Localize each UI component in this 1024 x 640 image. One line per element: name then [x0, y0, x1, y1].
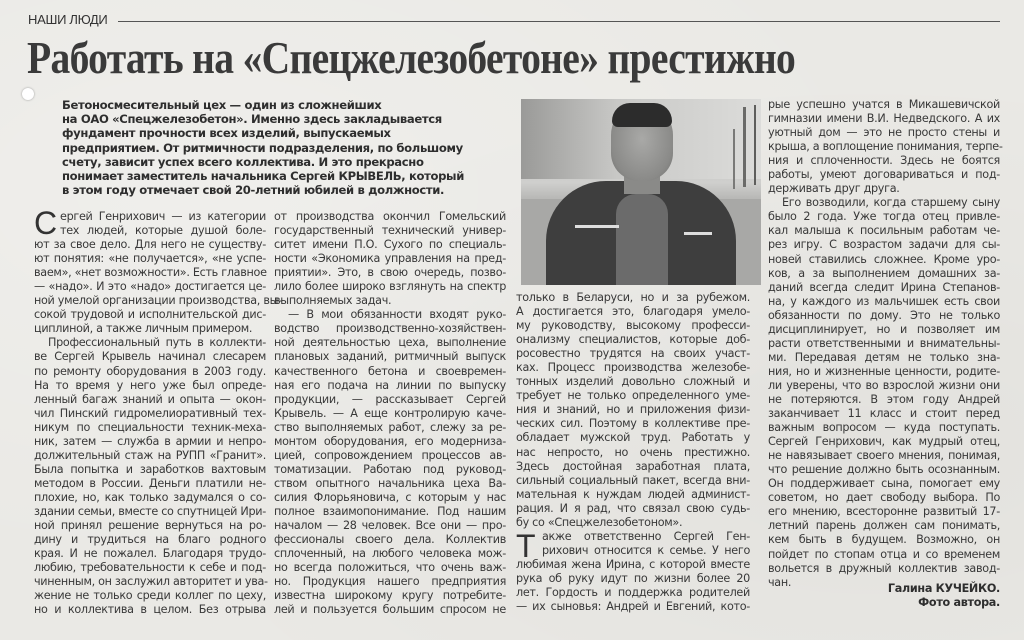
- headline: Работать на «Спецжелезобетоне» престижно: [27, 32, 796, 83]
- text-line: лет. Гордость и поддержка родителей: [516, 585, 750, 599]
- text-line: жение не только среди коллег по цеху,: [34, 589, 266, 603]
- text-line: было 2 года. Уже тогда отец привле-: [768, 210, 1000, 224]
- lead-line: в этом году отмечает свой 20-летний юбилей в должности.: [62, 183, 445, 198]
- lead-line: Бетоносмесительный цех — один из сложнейших: [62, 98, 382, 112]
- text-line: ситет имени П.О. Сухого по специаль-: [274, 238, 506, 252]
- text-line: держивать друг друга.: [768, 182, 900, 196]
- text-line: даний всегда следит Ирина Степанов-: [768, 280, 1000, 294]
- text-line: от производства окончил Гомельский: [274, 210, 506, 223]
- lead-line: на ОАО «Спецжелезобетон». Именно здесь закладывается: [62, 112, 442, 127]
- text-line: не потеряются. В этом году Андрей: [768, 392, 1000, 406]
- text-line: рука об руку идут по жизни более 20: [516, 571, 750, 585]
- text-line: ленный багаж знаний и опыта — окон-: [34, 392, 266, 406]
- text-line: но. Продукция нашего предприятия: [274, 575, 506, 589]
- text-line: полное взаимопонимание. Под нашим: [274, 504, 506, 518]
- text-line: тонных изделий довольно сложный и: [516, 375, 750, 389]
- text-line: уютный дом — это не просто стены и: [768, 126, 1000, 140]
- text-line: силия Флорьяновича, с которым у нас: [274, 490, 506, 504]
- text-line: сплоченный, на любого человека мож-: [274, 547, 506, 561]
- text-line: ках. Процесс производства железобе-: [516, 361, 750, 375]
- text-line: началом — 28 человек. Все они — про-: [274, 519, 506, 533]
- text-line: акже ответственно Сергей Ген-: [542, 529, 750, 543]
- text-line: чиненным, он заслужил авторитет и ува-: [34, 575, 268, 589]
- text-line: му руководству, высокому професси-: [516, 319, 750, 333]
- text-line: должительный стаж на РУПП «Гранит».: [34, 448, 266, 462]
- text-line: расти ответственными и внимательны-: [768, 336, 1000, 350]
- text-line: требует не только определенного уме-: [516, 389, 750, 403]
- text-line: лило более широко взглянуть на спектр: [274, 280, 506, 294]
- text-line: Крывель. — А еще контролирую каче-: [274, 406, 506, 420]
- text-line: Сергей Генрихович, как мудрый отец,: [768, 435, 1000, 449]
- text-line: ют за свое дело. Для него не существу-: [34, 238, 266, 252]
- text-line: рихович относится к семье. У него: [542, 543, 750, 557]
- text-line: циплиной, а также личным примером.: [34, 322, 253, 336]
- text-line: рез игру. С возрастом задачи для сы-: [768, 238, 1000, 252]
- text-line: новей ставились сложнее. Кроме уро-: [768, 252, 1000, 266]
- author-name: Галина КУЧЕЙКО.: [887, 582, 1000, 595]
- text-line: методом в России. Деньги платили не-: [34, 476, 266, 490]
- text-line: ник, затем — служба в армии и непро-: [34, 434, 266, 448]
- lead-line: фундамент прочности всех изделий, выпускаемых: [62, 126, 391, 141]
- pushpin-icon: [22, 88, 34, 100]
- text-line: ваем», «нет возможности». Есть главное: [34, 266, 267, 280]
- text-line: ческих сил. Поэтому в коллективе пре-: [516, 417, 750, 431]
- text-line: лей и пользуется большим спросом не: [274, 603, 506, 617]
- text-line: чан.: [768, 575, 792, 589]
- lead-line: предприятием. От ритмичности подразделения, по большому: [62, 140, 463, 155]
- text-line: важным вопросом — куда поступать.: [768, 421, 1000, 435]
- lead-line: счету, зависит успех всего коллектива. И это прекрасно: [62, 154, 424, 169]
- text-line: На то время у него уже был опреде-: [34, 378, 266, 392]
- text-line: известна широкому кругу потребите-: [274, 589, 506, 603]
- family-section: [516, 527, 750, 614]
- photo-shirt: [616, 194, 668, 285]
- text-line: государственный технический универ-: [274, 224, 506, 238]
- article-column-4: [768, 98, 1003, 590]
- text-line: бу со «Спецжелезобетоном».: [516, 515, 683, 529]
- text-line: ния, но и жизненные ценности, родите-: [768, 364, 1000, 378]
- text-line: Он поддерживает сына, помогает ему: [768, 477, 1000, 491]
- photo-tower: [754, 105, 756, 185]
- photo-credit: Фото автора.: [918, 596, 1000, 609]
- text-line: ергей Генрихович — из категории: [60, 210, 266, 223]
- photo-reflective-stripe: [684, 232, 712, 235]
- text-line: ная его подача на линии по выпуску: [274, 378, 506, 392]
- lead-paragraph: [62, 98, 522, 197]
- text-line: советом, но дает свободу выбора. По: [768, 491, 1000, 505]
- text-line: дисциплинирует, но и позволяет им: [768, 322, 1000, 336]
- article-column-1: [34, 205, 282, 617]
- article-column-2: [274, 210, 506, 617]
- text-line: мательная к нуждам людей админист-: [516, 487, 750, 501]
- text-line: что решение должно быть осознанным.: [768, 463, 1000, 477]
- text-line: но и коллектива в целом. Без отрыва: [34, 603, 266, 617]
- text-line: фессионалы своего дела. Коллектив: [274, 533, 506, 547]
- text-line: здании семьи, вместе со спутницей Ири-: [34, 504, 266, 518]
- drop-cap: Т: [516, 527, 536, 564]
- lead-line: понимает заместитель начальника Сергей КРЫВЕЛЬ, который: [62, 169, 464, 184]
- text-line: ют понятия: «не получается», «не успе-: [34, 252, 266, 266]
- text-line: продукции, — рассказывает Сергей: [274, 392, 506, 406]
- text-line: Была попытка и заработков вахтовым: [34, 462, 266, 476]
- text-line: ной деятельностью цеха, выполнение: [274, 336, 506, 350]
- text-line: сокой трудовой и исполнительской дис-: [34, 308, 266, 322]
- photo-hair: [612, 103, 672, 127]
- text-line: никум по специальности техник-меха-: [34, 420, 266, 434]
- text-line: ности «Экономика управления на пред-: [274, 252, 506, 266]
- text-line: цией, сопровождением процессов ав-: [274, 448, 506, 462]
- text-line: Его возводили, когда старшему сыну: [782, 196, 1000, 210]
- photo-tower: [743, 107, 746, 187]
- article-column-3: [516, 291, 750, 614]
- text-line: любимая жена Ирина, с которой вместе: [516, 557, 750, 571]
- text-line: томатизации. Работаю под руковод-: [274, 462, 506, 476]
- text-line: А достигается это, благодаря умело-: [516, 305, 750, 319]
- text-line: его мнению, всесторонне развитый 17-: [768, 505, 1000, 519]
- text-line: выполняемых задач.: [274, 294, 392, 308]
- byline: [870, 582, 1000, 610]
- text-line: рые успешно учатся в Микашевичской: [768, 98, 1000, 111]
- text-line: на, у каждого из мальчишек есть свои: [768, 294, 1000, 308]
- text-line: ми. Передавая детям не только зна-: [768, 350, 1000, 364]
- text-line: — В мои обязанности входят руко-: [288, 308, 506, 322]
- text-line: нас непросто, но очень престижно.: [516, 445, 750, 459]
- text-line: приятии». Это, в свою очередь, позво-: [274, 266, 506, 280]
- text-line: качественного бетона и своевремен-: [274, 364, 506, 378]
- text-line: ния и знаний, но и приложения физи-: [516, 403, 750, 417]
- text-line: по ремонту оборудования в 2003 году.: [34, 364, 266, 378]
- rubric-divider: [118, 21, 1000, 22]
- section-rubric: НАШИ ЛЮДИ: [28, 12, 108, 27]
- text-line: кем быть в будущем. Возможно, он: [768, 533, 1000, 547]
- text-line: только в Беларуси, но и за рубежом.: [516, 291, 750, 304]
- text-line: ством опытного начальника цеха Ва-: [274, 476, 506, 490]
- text-line: — их сыновья: Андрей и Евгений, кото-: [516, 600, 750, 614]
- text-line: Профессиональный путь в коллекти-: [48, 336, 266, 350]
- text-line: но всегда положиться, что очень важ-: [274, 561, 506, 575]
- text-line: Здесь достойная заработная плата,: [516, 459, 750, 473]
- photo-reflective-stripe: [575, 225, 619, 228]
- text-line: ков, а за выполнением домашних за-: [768, 266, 1000, 280]
- photo-pole: [733, 129, 735, 189]
- text-line: работы, умеют договариваться и под-: [768, 168, 1000, 182]
- text-line: края. И не пожалел. Благодаря трудо-: [34, 547, 266, 561]
- text-line: ве Сергей Крывель начинал слесарем: [34, 350, 266, 364]
- text-line: онализму специалистов, которые доб-: [516, 333, 750, 347]
- text-line: крыша, а воплощение понимания, терпе-: [768, 140, 1003, 154]
- text-line: сильный социальный пакет, всегда вни-: [516, 473, 750, 487]
- drop-cap: С: [34, 205, 57, 241]
- text-line: летний парень должен сам понимать,: [768, 519, 1000, 533]
- text-line: плановых заданий, ритмичный выпуск: [274, 350, 506, 364]
- text-line: плохие, но, как только задумался о со-: [34, 490, 266, 504]
- text-line: — «надо». И это «надо» достигается це-: [34, 280, 266, 294]
- text-line: ния и сплоченности. Здесь не боятся: [768, 154, 1000, 168]
- text-line: любию, требовательности к себе и под-: [34, 561, 266, 575]
- text-line: водство производственно-хозяйствен-: [274, 322, 506, 336]
- text-line: кал малыша к посильным работам че-: [768, 224, 1000, 238]
- text-line: заканчивает 11 класс и стоит перед: [768, 407, 1000, 421]
- portrait-photo: [521, 99, 761, 285]
- text-line: монтом оборудования, его модерниза-: [274, 434, 506, 448]
- text-line: ство выполняемых работ, слежу за ре-: [274, 420, 506, 434]
- text-line: дину и трудиться на благо родного: [34, 533, 266, 547]
- text-line: ли уверены, что во взрослой жизни они: [768, 378, 1000, 392]
- text-line: пойдет по стопам отца и со временем: [768, 547, 1000, 561]
- text-line: гимназии имени В.И. Недведского. А их: [768, 112, 1000, 126]
- text-line: рация. И я рад, что связал свою судь-: [516, 501, 750, 515]
- text-line: ной принял решение вернуться на ро-: [34, 519, 266, 533]
- text-line: обладает мужской труд. Работать у: [516, 431, 750, 445]
- text-line: тех людей, которые душой боле-: [60, 224, 266, 238]
- text-line: росовестно трудятся на своих участ-: [516, 347, 750, 361]
- text-line: обязанности по дому. Это не только: [768, 308, 1000, 322]
- text-line: ной умелой организации производства, вы-: [34, 294, 282, 308]
- text-line: не навязывает своего мнения, понимая,: [768, 449, 1000, 463]
- text-line: чил Пинский гидромелиоративный тех-: [34, 406, 266, 420]
- text-line: вольется в дружный коллектив завод-: [768, 561, 1000, 575]
